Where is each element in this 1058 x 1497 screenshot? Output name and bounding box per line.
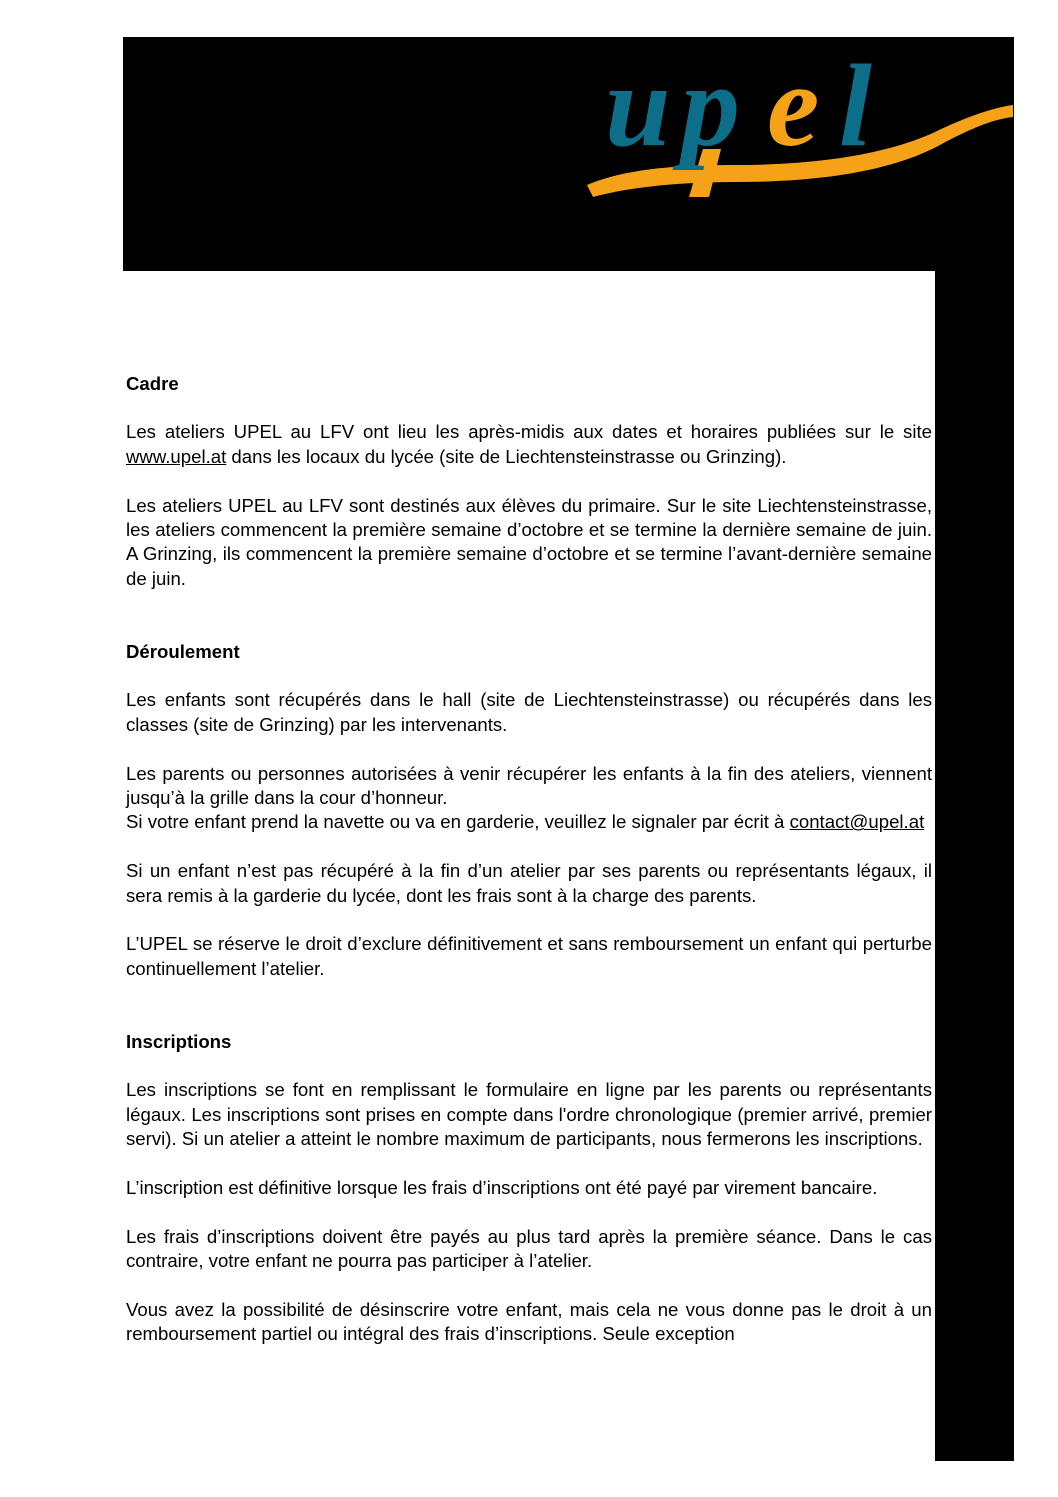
deroulement-paragraph-2: Les parents ou personnes autorisées à venir récupérer les enfants à la fin des ateliers, viennent jusqu’à la grille dans la cour d’honneur. [126, 762, 932, 809]
inscriptions-paragraph-4: Vous avez la possibilité de désinscrire votre enfant, mais cela ne vous donne pas le droit à un remboursement partiel ou intégral des frais d’inscriptions. Seule exception [126, 1299, 932, 1345]
upel-logo [585, 37, 1015, 197]
upel-website-link[interactable]: www.upel.at [126, 445, 227, 467]
contact-email-link[interactable]: contact@upel.at [789, 811, 925, 833]
deroulement-paragraph-3: Si votre enfant prend la navette ou va en garderie, veuillez le signaler par écrit à contact@upel.at [126, 811, 925, 833]
heading-inscriptions: Inscriptions [126, 1031, 232, 1053]
document-body [126, 372, 932, 1371]
inscriptions-paragraph-1: Les inscriptions se font en remplissant le formulaire en ligne par les parents ou représentants légaux. Les inscriptions sont prises en compte dans l'ordre chronologique (premier arrivé, premier servi). Si un atelier a atteint le nombre maximum de participants, nous fermerons les inscriptions. [126, 1079, 932, 1150]
inscriptions-paragraph-2: L’inscription est définitive lorsque les frais d’inscriptions ont été payé par virement bancaire. [126, 1177, 878, 1199]
cadre-paragraph-1: Les ateliers UPEL au LFV ont lieu les après-midis aux dates et horaires publiées sur le site www.upel.at dans les locaux du lycée (site de Liechtensteinstrasse ou Grinzing). [126, 421, 932, 467]
svg-text:u: u [605, 40, 671, 171]
heading-deroulement: Déroulement [126, 641, 240, 663]
svg-text:e: e [767, 40, 820, 171]
deroulement-paragraph-5: L’UPEL se réserve le droit d’exclure définitivement et sans remboursement un enfant qui perturbe continuellement l’atelier. [126, 933, 932, 979]
inscriptions-paragraph-3: Les frais d’inscriptions doivent être payés au plus tard après la première séance. Dans le cas contraire, votre enfant ne pourra pas participer à l’atelier. [126, 1225, 932, 1272]
deroulement-paragraph-1: Les enfants sont récupérés dans le hall (site de Liechtensteinstrasse) ou récupérés dans les classes (site de Grinzing) par les intervenants. [126, 689, 932, 735]
side-band [935, 271, 1014, 1461]
cadre-paragraph-2: Les ateliers UPEL au LFV sont destinés aux élèves du primaire. Sur le site Liechtensteinstrasse, les ateliers commencent la première semaine d’octobre et se termine la dernière semaine de juin. A Grinzing, ils commencent la première semaine d’octobre et se termine l’avant-dernière semaine de juin. [126, 494, 932, 589]
heading-cadre: Cadre [126, 373, 179, 394]
svg-text:l: l [839, 40, 872, 171]
deroulement-paragraph-4: Si un enfant n’est pas récupéré à la fin d’un atelier par ses parents ou représentants légaux, il sera remis à la garderie du lycée, dont les frais sont à la charge des parents. [126, 860, 932, 906]
svg-text:p: p [681, 40, 740, 171]
